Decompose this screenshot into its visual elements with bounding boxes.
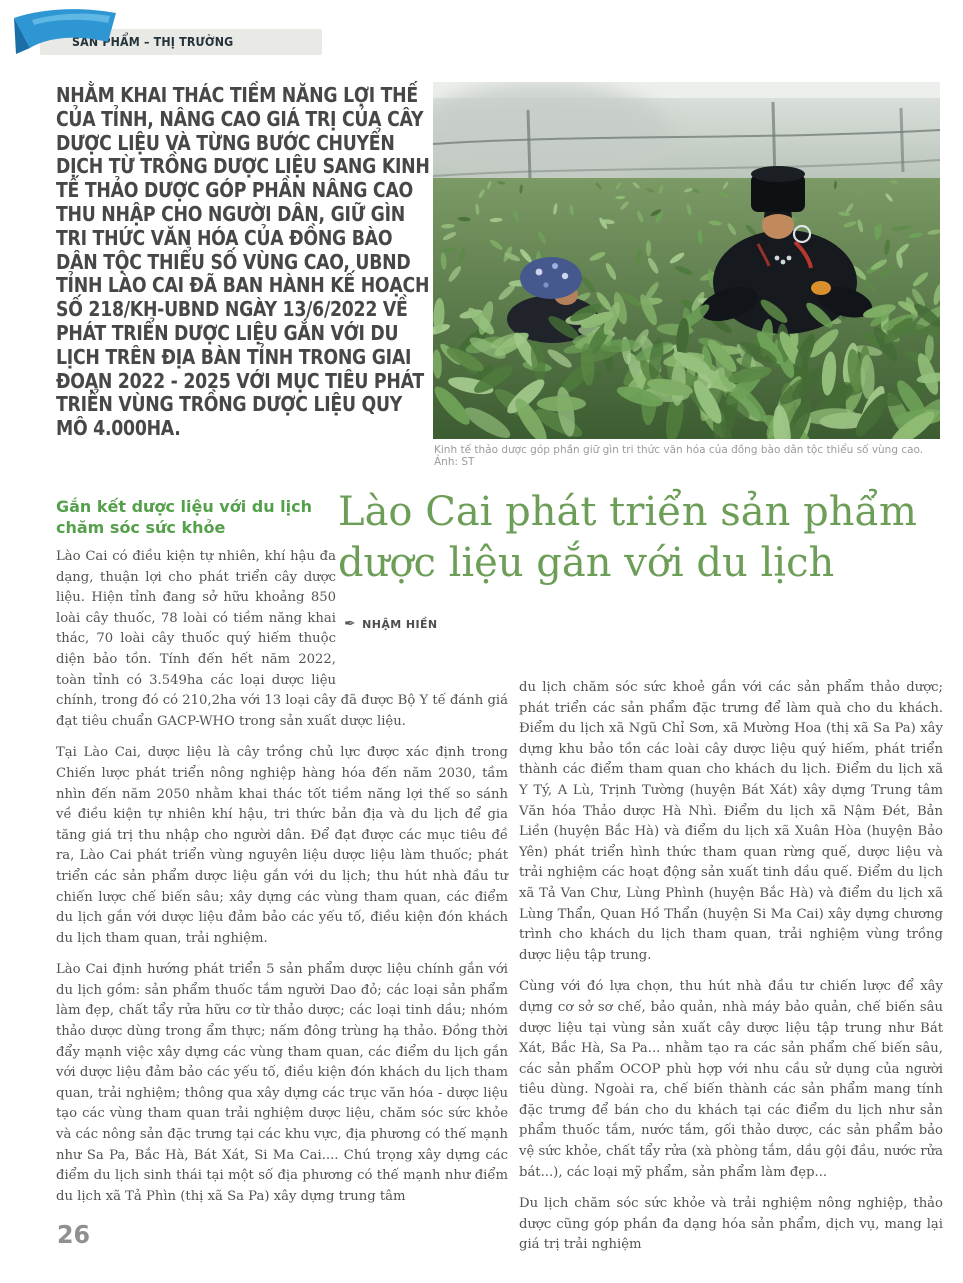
body-left-column (56, 547, 508, 1218)
intro-summary: NHẰM KHAI THÁC TIỀM NĂNG LỢI THẾ CỦA TỈNH, NÂNG CAO GIÁ TRỊ CỦA CÂY DƯỢC LIỆU VÀ TỪNG BƯỚC CHUYỂN DỊCH TỪ TRỒNG DƯỢC LIỆU SANG KINH TẾ THẢO DƯỢC GÓP PHẦN NÂNG CAO THU NHẬP CHO NGƯỜI DÂN, GIỮ GÌN TRI THỨC VĂN HÓA CỦA ĐỒNG BÀO DÂN TỘC THIỂU SỐ VÙNG CAO, UBND TỈNH LÀO CAI ĐÃ BAN HÀNH KẾ HOẠCH SỐ 218/KH-UBND NGÀY 13/6/2022 VỀ PHÁT TRIỂN DƯỢC LIỆU GẮN VỚI DU LỊCH TRÊN ĐỊA BÀN TỈNH TRONG GIAI ĐOẠN 2022 - 2025 VỚI MỤC TIÊU PHÁT TRIỂN VÙNG TRỒNG DƯỢC LIỆU QUY MÔ 4.000HA. (56, 83, 430, 441)
author-name: NHẬM HIỀN (362, 617, 438, 631)
paragraph: Cùng với đó lựa chọn, thu hút nhà đầu tư chiến lược để xây dựng cơ sở sơ chế, bảo quản, nhà máy bảo quản, chế biến sâu dược liệu tại vùng sản xuất cây dược liệu tập trung như Bát Xát, Bắc Hà, Sa Pa... nhằm tạo ra các sản phẩm chế biến sâu, các sản phẩm OCOP phù hợp với nhu cầu sử dụng của người tiêu dùng. Ngoài ra, chế biến thành các sản phẩm mang tính đặc trưng để bán cho du khách tại các điểm du lịch như sản phẩm thuốc tắm, nước tắm, gối thảo dược, các sản phẩm bảo vệ sức khỏe, chất tẩy rửa (xà phòng tắm, dầu gội đầu, nước rửa bát...), các loại mỹ phẩm, sản phẩm làm đẹp... (519, 979, 943, 1180)
photo-caption: Kinh tế thảo dược góp phần giữ gìn tri thức văn hóa của đồng bào dân tộc thiểu số vùng cao. Ảnh: ST (434, 444, 924, 468)
field-photo-illustration (433, 82, 940, 439)
article-kicker: Gắn kết dược liệu với du lịch chăm sóc sức khỏe (56, 497, 313, 537)
paragraph: Lào Cai định hướng phát triển 5 sản phẩm dược liệu chính gắn với du lịch gồm: sản phẩm thuốc tắm người Dao đỏ; các loại sản phẩm làm đẹp, chất tẩy rửa hữu cơ từ thảo dược; các loại tinh dầu; nhóm thảo dược dùng trong ẩm thực; nấm đông trùng hạ thảo. Đồng thời đẩy mạnh việc xây dựng các vùng tham quan, các điểm du lịch gắn với dược liệu đảm bảo các yếu tố, điều kiện đón khách du lịch tham quan, trải nghiệm; thông qua xây dựng các trục văn hóa - dược liệu tạo các vùng tham quan trải nghiệm dược liệu, chăm sóc sức khỏe và các nông sản đặc trưng tại các khu vực, địa phương có thế mạnh như Sa Pa, Bắc Hà, Bát Xát, Si Ma Cai.... Chú trọng xây dựng các điểm du lịch sinh thái tại một số địa phương có thế mạnh như điểm du lịch xã Tả Phìn (thị xã Sa Pa) xây dựng trung tâm (56, 962, 508, 1204)
paragraph: Tại Lào Cai, dược liệu là cây trồng chủ lực được xác định trong Chiến lược phát triển nông nghiệp hàng hóa đến năm 2030, tầm nhìn đến năm 2050 nhằm khai thác tốt tiềm năng lợi thế so sánh về điều kiện tự nhiên khí hậu, tri thức bản địa và du lịch để gia tăng giá trị thu nhập cho người dân. Để đạt được các mục tiêu đề ra, Lào Cai phát triển vùng nguyên liệu dược liệu làm thuốc; phát triển các sản phẩm dược liệu gắn với du lịch; thu hút nhà đầu tư chiến lược chế biến sâu; xây dựng các vùng tham quan, các điểm du lịch gắn với dược liệu đảm bảo các yếu tố, điều kiện đón khách du lịch tham quan, trải nghiệm. (56, 745, 508, 946)
article-photo (433, 82, 940, 439)
article-title: Lào Cai phát triển sản phẩm dược liệu gắn với du lịch (338, 489, 917, 586)
ribbon-logo-icon (12, 6, 124, 60)
page-number: 26 (57, 1220, 91, 1249)
paragraph: Lào Cai có điều kiện tự nhiên, khí hậu đa dạng, thuận lợi cho phát triển cây dược liệu. Hiện tỉnh đang sở hữu khoảng 850 loài cây thuốc, 78 loài có tiềm năng khai thác, 70 loài cây thuốc quý hiếm thuộc diện bảo tồn. Tính đến hết năm 2022, toàn tỉnh có 3.549ha các loại dược liệu chính, trong đó có 210,2ha với 13 loại cây đã được Bộ Y tế đánh giá đạt tiêu chuẩn GACP-WHO trong sản xuất dược liệu. (56, 549, 508, 729)
title-cutout-spacer (336, 547, 508, 675)
paragraph: du lịch chăm sóc sức khoẻ gắn với các sản phẩm thảo dược; phát triển các sản phẩm đặc trưng để làm quà cho du khách. Điểm du lịch xã Ngũ Chỉ Sơn, xã Mường Hoa (thị xã Sa Pa) xây dựng khu bảo tồn các loài cây dược liệu quý hiếm, phát triển thành các điểm tham quan cho khách du lịch. Điểm du lịch xã Y Tý, A Lù, Trịnh Tường (huyện Bát Xát) xây dựng Trung tâm Văn hóa Thảo dược Hà Nhì. Điểm du lịch xã Nậm Đét, Bản Liền (huyện Bắc Hà) và điểm du lịch xã Xuân Hòa (huyện Bảo Yên) phát triển hình thức tham quan rừng quế, dược liệu và trải nghiệm các hoạt động sản xuất tinh dầu quế. Điểm du lịch xã Tả Van Chư, Lùng Phình (huyện Bắc Hà) và điểm du lịch xã Lùng Thẩn, Quan Hồ Thẩn (huyện Si Ma Cai) xây dựng chương trình cho khách du lịch tham quan, trải nghiệm vùng trồng dược liệu tập trung. (519, 680, 943, 963)
section-label: SẢN PHẨM – THỊ TRƯỜNG (72, 35, 234, 49)
pen-icon: ✒ (344, 616, 357, 632)
paragraph: Du lịch chăm sóc sức khỏe và trải nghiệm nông nghiệp, thảo dược cũng góp phần đa dạng hóa sản phẩm, dịch vụ, mang lại giá trị trải nghiệm (519, 1196, 943, 1253)
body-right-column (519, 678, 943, 1267)
